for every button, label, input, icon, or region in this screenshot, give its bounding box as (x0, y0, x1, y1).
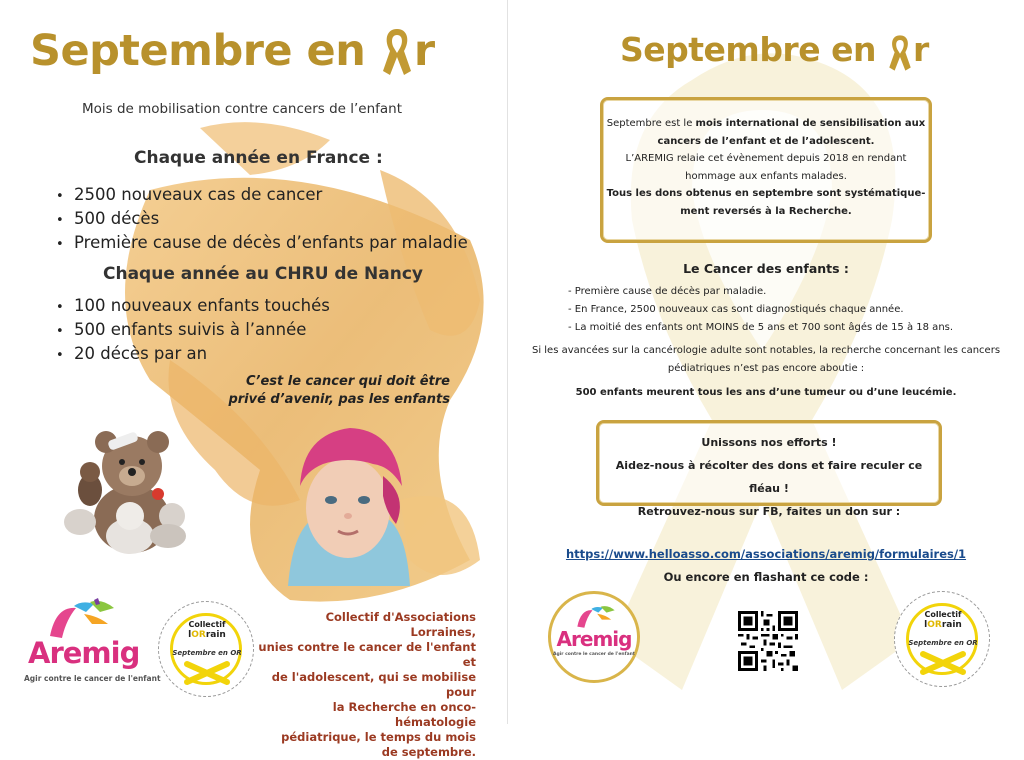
cancer-heading: Le Cancer des enfants : (683, 261, 849, 276)
gold-ribbon-icon (887, 31, 913, 75)
box-line: L’AREMIG relaie cet évènement depuis 2018 en rendant (625, 153, 907, 164)
flyer-title (30, 26, 435, 76)
box-line: Septembre est le mois international de sensibilisation aux (606, 118, 926, 129)
donation-link-wrap (512, 543, 1020, 562)
deaths-statement: 500 enfants meurent tous les ans d’une tumeur ou d’une leucémie. (575, 387, 957, 398)
quote-line: privé d’avenir, pas les enfants (228, 392, 450, 407)
donation-link[interactable]: https://www.helloasso.com/associations/aremig/formulaires/1 (565, 547, 967, 561)
cta-line: Retrouvez-nous sur FB, faites un don sur : (637, 505, 901, 518)
aremig-tagline: Agir contre le cancer de l'enfant (24, 674, 161, 683)
list-item: • 20 décès par an (56, 343, 330, 367)
flyer-subtitle: Mois de mobilisation contre cancers de l’enfant (82, 101, 403, 117)
qr-code[interactable] (738, 611, 798, 671)
list-item: - En France, 2500 nouveaux cas sont diagnostiqués chaque année. (568, 304, 904, 315)
list-item: - Première cause de décès par maladie. (568, 286, 767, 297)
cta-line: Aidez-nous à récolter des dons et faire reculer ce fléau ! (615, 459, 923, 495)
collectif-badge (894, 591, 990, 687)
text-line: unies contre le cancer de l'enfant et (258, 640, 476, 669)
chru-heading: Chaque année au CHRU de Nancy (103, 264, 424, 284)
collectif-name: lORrain (924, 620, 962, 630)
text-line: la Recherche en onco-hématologie (332, 700, 476, 729)
flyer-title (620, 30, 929, 69)
box-line: ment reversés à la Recherche. (680, 205, 852, 217)
collectif-label: Collectif (188, 620, 226, 629)
collectif-label: Collectif (924, 610, 962, 619)
aremig-wordmark: Aremig (28, 636, 140, 670)
list-item: • 2500 nouveaux cas de cancer (56, 184, 468, 208)
quote (200, 373, 450, 409)
research-paragraph (512, 342, 1020, 378)
yellow-ribbon-icon (921, 652, 965, 674)
box-line: hommage aux enfants malades. (685, 170, 847, 182)
teddy-bears-image (60, 424, 200, 559)
text-line: Si les avancées sur la cancérologie adulte sont notables, la recherche concernant les cancers (531, 345, 1001, 356)
france-heading: Chaque année en France : (134, 148, 383, 168)
title-text: Septembre en (30, 26, 380, 76)
left-flyer (0, 0, 508, 759)
quote-line: C’est le cancer qui doit être (245, 374, 450, 389)
ribbon-o-letter (380, 27, 414, 73)
title-end: r (912, 30, 929, 69)
yellow-ribbon-icon (185, 662, 229, 684)
info-box (600, 97, 932, 243)
aremig-logo (22, 598, 161, 690)
aremig-wordmark: Aremig (556, 627, 632, 651)
collectif-subtitle: Septembre en OR (172, 649, 242, 657)
collectif-name: lORrain (188, 630, 226, 640)
box-line: Tous les dons obtenus en septembre sont systématique- (606, 188, 926, 199)
qr-caption: Ou encore en flashant ce code : (663, 570, 869, 584)
collectif-subtitle: Septembre en OR (908, 639, 978, 647)
cta-line: Unissons nos efforts ! (701, 436, 837, 449)
child-photo (278, 416, 418, 586)
aremig-logo (548, 591, 640, 683)
collectif-description (258, 610, 476, 760)
aremig-tagline: Agir contre le cancer de l'enfant (553, 652, 635, 657)
list-item: • 100 nouveaux enfants touchés (56, 295, 330, 319)
france-list (56, 184, 468, 256)
text-line: Collectif d'Associations Lorraines, (325, 610, 476, 639)
title-end: r (413, 26, 435, 76)
text-line: pédiatrique, le temps du mois (281, 730, 476, 744)
cancer-list (568, 283, 953, 337)
gold-ribbon-icon (380, 25, 414, 79)
list-item: - La moitié des enfants ont MOINS de 5 ans et 700 sont âgés de 15 à 18 ans. (568, 322, 954, 333)
collectif-badge (158, 601, 254, 697)
list-item: • Première cause de décès d’enfants par maladie (56, 232, 468, 256)
text-line: de septembre. (381, 745, 476, 759)
text-line: pédiatriques n’est pas encore aboutie : (667, 363, 865, 374)
ribbon-o-letter (887, 33, 913, 67)
chru-list (56, 295, 330, 367)
list-item: • 500 enfants suivis à l’année (56, 319, 330, 343)
right-flyer (512, 0, 1024, 724)
text-line: de l'adolescent, qui se mobilise pour (271, 670, 476, 699)
box-line: cancers de l’enfant et de l’adolescent. (657, 135, 875, 147)
title-text: Septembre en (620, 30, 887, 69)
list-item: • 500 décès (56, 208, 468, 232)
call-to-action-box (596, 420, 942, 518)
